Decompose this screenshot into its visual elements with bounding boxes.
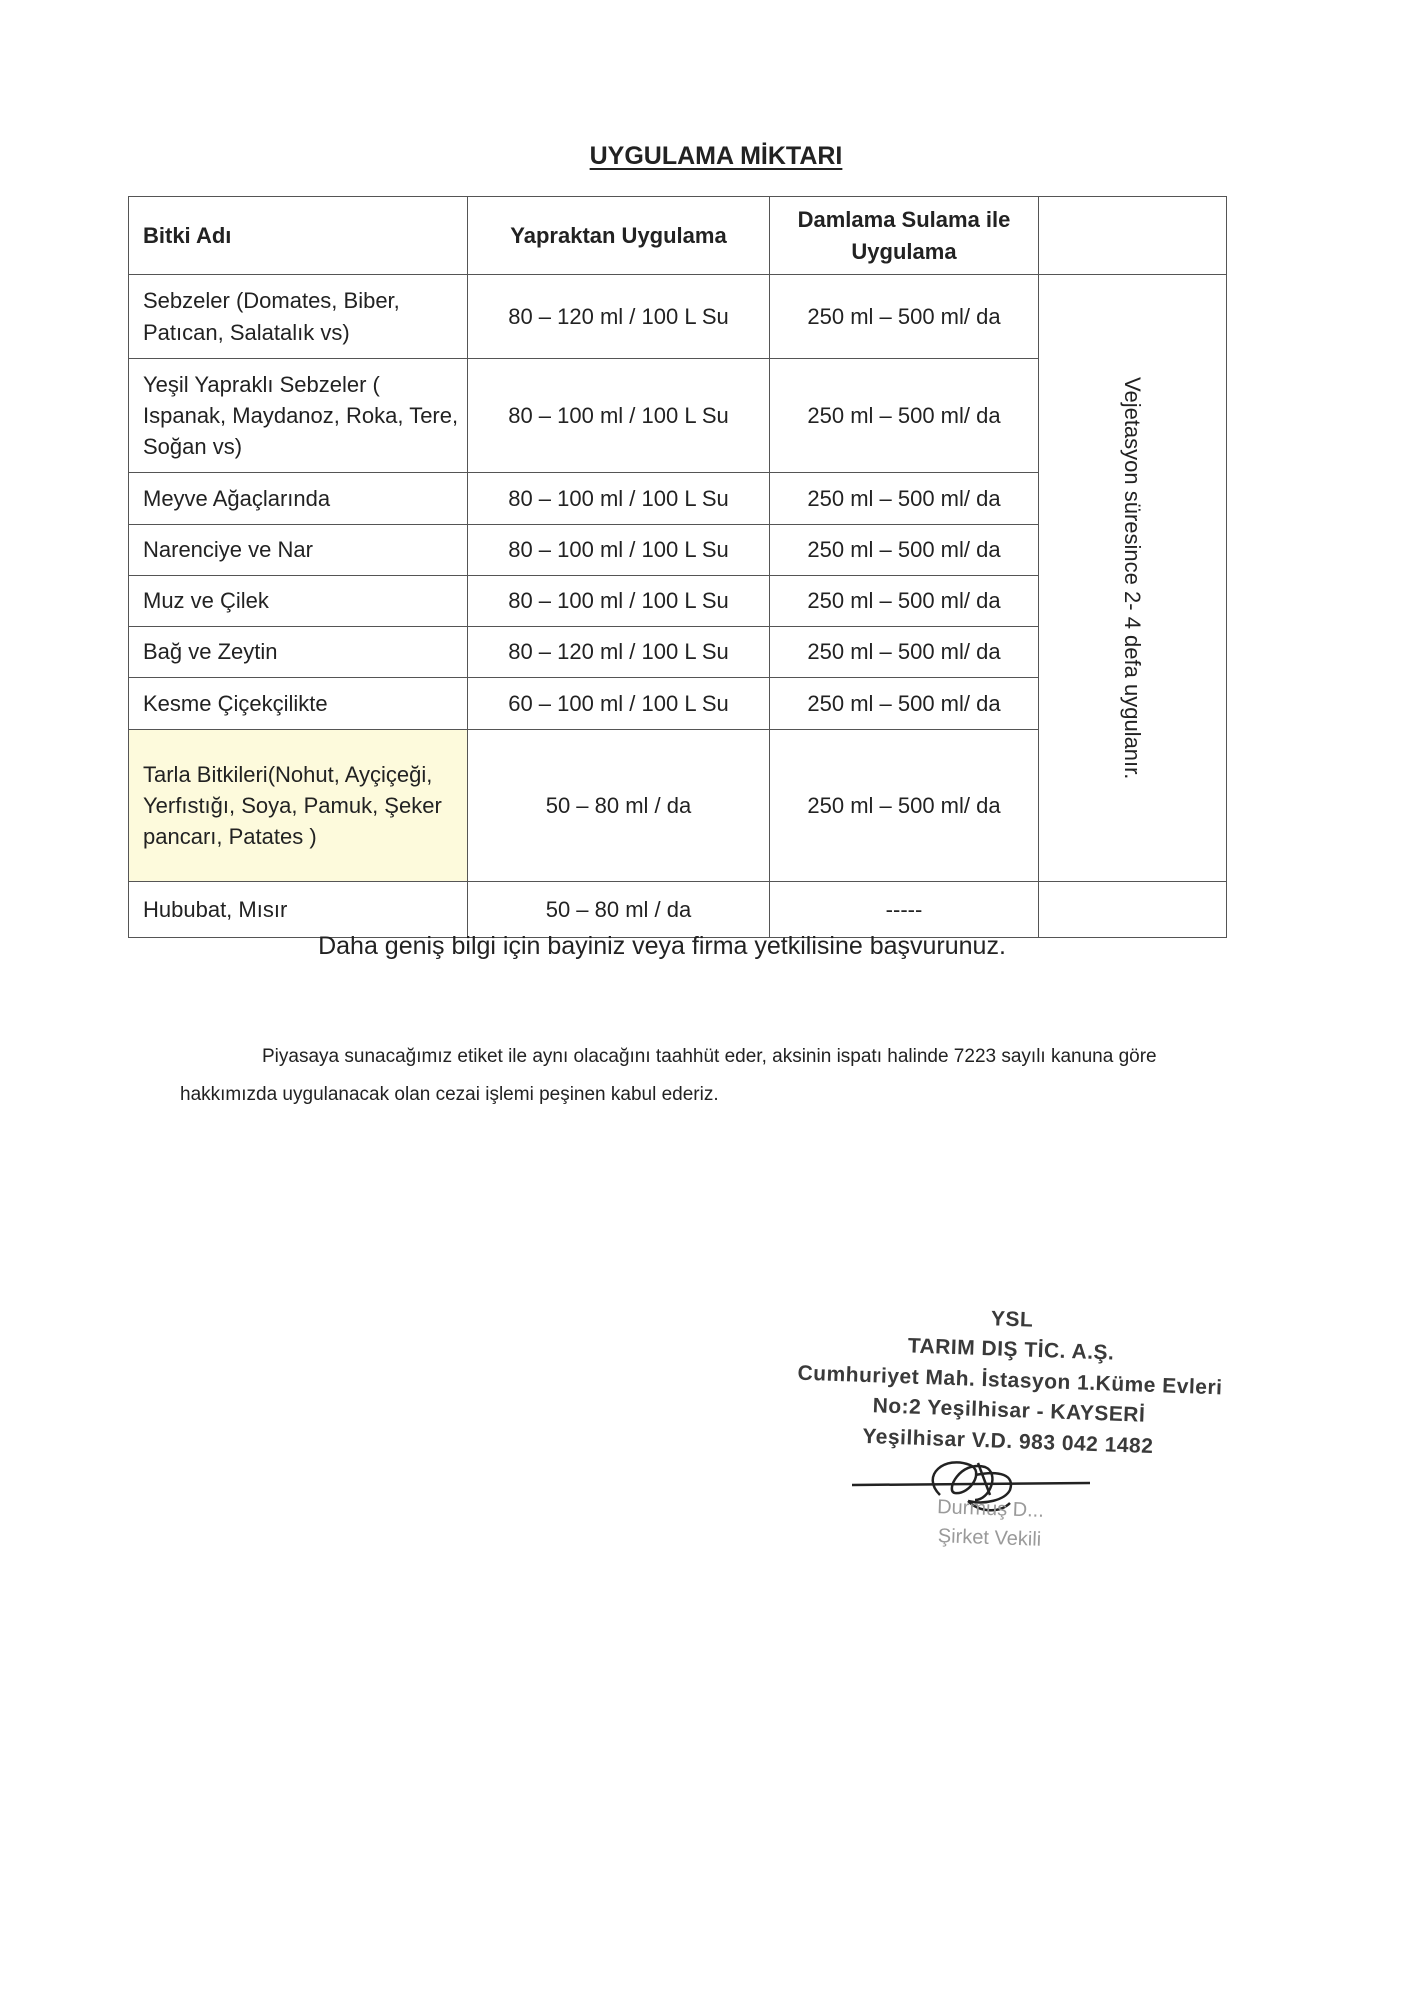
plant-cell: Meyve Ağaçlarında: [129, 473, 468, 525]
side-note-cell: [1039, 275, 1227, 882]
plant-cell: Narenciye ve Nar: [129, 525, 468, 576]
stamp-line: Yeşilhisar V.D. 983 042 1482: [862, 1424, 1154, 1458]
table-row: [129, 882, 1227, 938]
page-title: UYGULAMA MİKTARI: [589, 142, 843, 170]
plant-cell: Kesme Çiçekçilikte: [129, 678, 468, 730]
plant-cell: Bağ ve Zeytin: [129, 627, 468, 678]
foliar-cell: 80 – 100 ml / 100 L Su: [468, 473, 770, 525]
header-drip: Damlama Sulama ile Uygulama: [770, 197, 1039, 275]
stamp-line: YSL: [990, 1307, 1034, 1332]
side-note-text: Vejetasyon süresince 2- 4 defa uygulanır.: [1120, 376, 1146, 780]
signer-name: Durmuş D...: [936, 1496, 1045, 1522]
header-plant: Bitki Adı: [129, 197, 468, 275]
drip-cell: 250 ml – 500 ml/ da: [770, 678, 1039, 730]
drip-cell: 250 ml – 500 ml/ da: [770, 525, 1039, 576]
drip-cell: -----: [770, 882, 1039, 938]
header-note: [1039, 197, 1227, 275]
declaration-line-2: hakkımızda uygulanacak olan cezai işlemi peşinen kabul ederiz.: [180, 1084, 719, 1105]
drip-cell: 250 ml – 500 ml/ da: [770, 473, 1039, 525]
foliar-cell: 80 – 120 ml / 100 L Su: [468, 627, 770, 678]
plant-cell: Tarla Bitkileri(Nohut, Ayçiçeği, Yerfıstığı, Soya, Pamuk, Şeker pancarı, Patates ): [129, 730, 468, 882]
application-table: [128, 196, 1227, 938]
empty-cell: [1039, 882, 1227, 938]
stamp-line: No:2 Yeşilhisar - KAYSERİ: [872, 1394, 1146, 1428]
drip-cell: 250 ml – 500 ml/ da: [770, 730, 1039, 882]
foliar-cell: 60 – 100 ml / 100 L Su: [468, 678, 770, 730]
drip-cell: 250 ml – 500 ml/ da: [770, 576, 1039, 627]
drip-cell: 250 ml – 500 ml/ da: [770, 627, 1039, 678]
drip-cell: 250 ml – 500 ml/ da: [770, 359, 1039, 473]
foliar-cell: 80 – 100 ml / 100 L Su: [468, 525, 770, 576]
drip-cell: 250 ml – 500 ml/ da: [770, 275, 1039, 359]
company-stamp: [767, 1297, 1252, 1466]
declaration-paragraph: [180, 1038, 1280, 1114]
foliar-cell: 50 – 80 ml / da: [468, 730, 770, 882]
foliar-cell: 80 – 100 ml / 100 L Su: [468, 576, 770, 627]
foliar-cell: 50 – 80 ml / da: [468, 882, 770, 938]
foliar-cell: 80 – 100 ml / 100 L Su: [468, 359, 770, 473]
declaration-line-1: Piyasaya sunacağımız etiket ile aynı olacağını taahhüt eder, aksinin ispatı halinde 7223 sayılı kanuna göre: [262, 1046, 1157, 1067]
signer-role: Şirket Vekili: [937, 1525, 1042, 1551]
foliar-cell: 80 – 120 ml / 100 L Su: [468, 275, 770, 359]
plant-cell: Sebzeler (Domates, Biber, Patıcan, Salatalık vs): [129, 275, 468, 359]
plant-cell: Muz ve Çilek: [129, 576, 468, 627]
stamp-line: TARIM DIŞ TİC. A.Ş.: [907, 1334, 1115, 1366]
stamp-line: Cumhuriyet Mah. İstasyon 1.Küme Evleri: [797, 1361, 1223, 1400]
header-foliar: Yapraktan Uygulama: [468, 197, 770, 275]
plant-cell: Yeşil Yapraklı Sebzeler ( Ispanak, Maydanoz, Roka, Tere, Soğan vs): [129, 359, 468, 473]
info-note: Daha geniş bilgi için bayiniz veya firma yetkilisine başvurunuz.: [318, 932, 1006, 960]
table-row: [129, 275, 1227, 359]
table-header-row: [129, 197, 1227, 275]
signer-block: [879, 1491, 1101, 1557]
plant-cell: Hububat, Mısır: [129, 882, 468, 938]
